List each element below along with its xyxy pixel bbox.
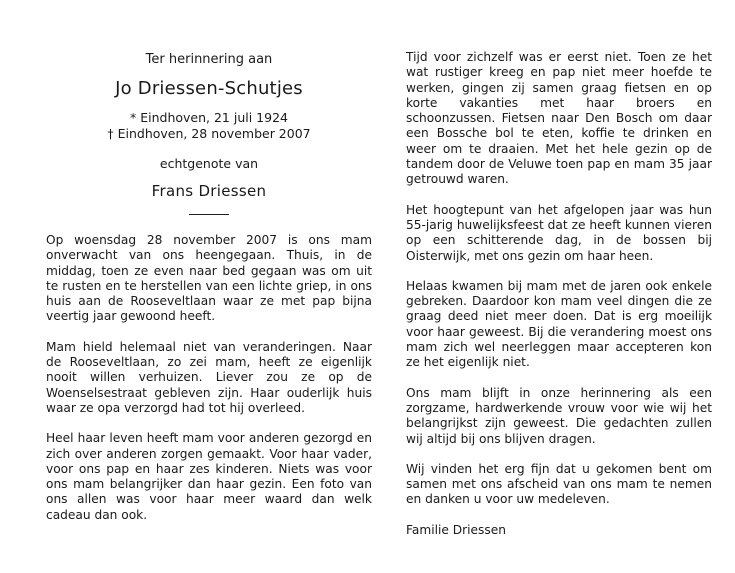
paragraph: Ons mam blijft in onze herinnering als een zorgzame, hardwerkende vrouw voor wie wij het belangrijkst zijn geweest. Die gedachten zullen wij altijd bij ons blijven dragen. — [406, 385, 712, 446]
paragraph: Helaas kwamen bij mam met de jaren ook enkele gebreken. Daardoor kon mam veel dingen die ze graag deed niet meer doen. Dat is erg moeilijk voor haar geweest. Bij die verandering moest ons mam zich wel neerleggen maar accepteren kon ze het eigenlijk niet. — [406, 278, 712, 370]
paragraph: Het hoogtepunt van het afgelopen jaar was hun 55-jarig huwelijksfeest dat ze heeft kunnen vieren op een schitterende dag, in de bossen bij Oisterwijk, met ons gezin om haar heen. — [406, 202, 712, 263]
header-divider — [189, 214, 229, 215]
death-date: † Eindhoven, 28 november 2007 — [107, 126, 311, 141]
paragraph: Tijd voor zichzelf was er eerst niet. Toen ze het wat rustiger kreeg en pap niet meer hoefde te werken, gingen zij samen graag fietsen en op korte vakanties met haar broers en schoonzussen. Fietsen naar Den Bosch om daar een Bossche bol te eten, koffie te drinken en weer om te draaien. Met het hele gezin op de tandem door de Veluwe toen pap en mam 35 jaar getrouwd waren. — [406, 50, 712, 187]
paragraph: Wij vinden het erg fijn dat u gekomen bent om samen met ons afscheid van ons mam te nemen en danken u voor uw medeleven. — [406, 461, 712, 507]
deceased-name: Jo Driessen-Schutjes — [115, 78, 303, 99]
left-page — [46, 50, 372, 538]
spouse-name: Frans Driessen — [151, 182, 267, 200]
right-page — [406, 50, 712, 538]
paragraph: Mam hield helemaal niet van veranderingen. Naar de Rooseveltlaan, zo zei mam, heeft ze eigenlijk nooit willen verhuizen. Liever zou ze op de Woenselsestraat gebleven zijn. Haar ouderlijk huis waar ze opa verzorgd had tot hij overleed. — [46, 339, 372, 415]
intro-text: Ter herinnering aan — [145, 52, 273, 67]
family-signature: Familie Driessen — [406, 522, 506, 537]
birth-date: * Eindhoven, 21 juli 1924 — [130, 110, 288, 125]
card-header — [46, 52, 372, 215]
paragraph: Op woensdag 28 november 2007 is ons mam onverwacht van ons heengegaan. Thuis, in de middag, toen ze even naar bed gegaan was om uit te rusten en te herstellen van een lichte griep, in ons huis aan de Rooseveltlaan waar ze met pap bijna veertig jaar gewoond heeft. — [46, 233, 372, 324]
spouse-intro: echtgenote van — [159, 156, 259, 171]
paragraph: Heel haar leven heeft mam voor anderen gezorgd en zich over anderen zorgen gemaakt. Voor haar vader, voor ons pap en haar zes kinderen. Niets was voor ons mam belangrijker dan haar gezin. Een foto van ons allen was voor haar meer waard dan welk cadeau dan ook. — [46, 431, 372, 522]
left-body — [46, 233, 372, 523]
